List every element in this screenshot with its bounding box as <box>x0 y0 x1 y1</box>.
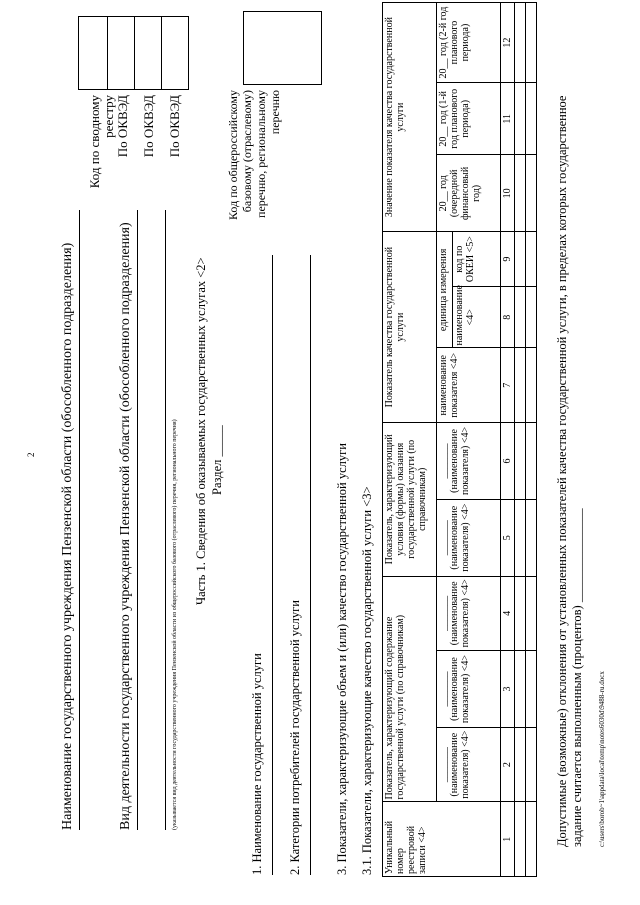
deviation-line-2: задание считается выполненным (процентов) _______________ <box>570 508 584 847</box>
service-name-label: 1. Наименование государственной услуги <box>250 653 264 875</box>
sub-year-1: 20__ год (очередной финансовый год) <box>437 155 501 232</box>
cell[interactable] <box>515 287 526 348</box>
registry-code-label: Код по сводному реестру <box>87 95 116 189</box>
file-path: c:\users\borob~1\appdata\local\temp\notes6030d\9488-ru.docx <box>598 671 606 847</box>
cell[interactable] <box>515 155 526 232</box>
cell[interactable] <box>526 576 537 651</box>
okved-label-2: По ОКВЭД <box>141 95 156 158</box>
activity-label: Вид деятельности государственного учреждения Пензенской области (обособленного подразделения) <box>118 222 133 830</box>
activity-line <box>137 210 138 830</box>
sub-content-name-3: _______ (наименование показателя) <4> <box>437 576 501 651</box>
consumer-categories-label: 2. Категории потребителей государственной услуги <box>288 600 302 875</box>
header-registry-number: Уникальный номер реестровой записи <4> <box>383 802 501 877</box>
okved-code-field-3[interactable] <box>162 17 189 90</box>
sub-year-2: 20__ год (1-й год планового периода) <box>437 83 501 155</box>
col-number-2: 2 <box>501 727 515 802</box>
okved-label-3: По ОКВЭД <box>167 95 182 158</box>
col-number-9: 9 <box>501 232 515 287</box>
activity-note: (указывается вид деятельности государственного учреждения Пензенской области из общероссийского базового (отраслевого) перечня, регионального перечня) <box>172 419 178 830</box>
cell[interactable] <box>526 423 537 500</box>
cell[interactable] <box>526 651 537 728</box>
consumer-categories-line <box>310 255 311 875</box>
header-content-indicator: Показатель, характеризующий содержание государственной услуги (по справочникам) <box>383 576 437 802</box>
service-name-line <box>272 255 273 875</box>
sub-content-name-1: _______ (наименование показателя) <4> <box>437 727 501 802</box>
basic-list-code-field[interactable] <box>244 12 322 85</box>
sub-unit: единица измерения <box>437 232 453 348</box>
col-number-8: 8 <box>501 287 515 348</box>
col-number-3: 3 <box>501 651 515 728</box>
table-row <box>526 3 537 877</box>
cell[interactable] <box>515 651 526 728</box>
indicators-label: 3. Показатели, характеризующие объем и (или) качество государственной услуги <box>335 443 349 875</box>
cell[interactable] <box>526 348 537 423</box>
codes-box <box>78 16 189 90</box>
table-row <box>515 3 526 877</box>
sub-indicator-name: наименование показателя <4> <box>437 348 501 423</box>
cell[interactable] <box>515 499 526 576</box>
cell[interactable] <box>526 802 537 877</box>
cell[interactable] <box>515 3 526 83</box>
col-number-10: 10 <box>501 155 515 232</box>
col-number-4: 4 <box>501 576 515 651</box>
part1-title: Часть 1. Сведения об оказываемых государственных услугах <2> <box>194 257 208 605</box>
cell[interactable] <box>526 3 537 83</box>
header-quality-indicator: Показатель качества государственной услуги <box>383 232 437 423</box>
okved-code-field-2[interactable] <box>135 17 162 90</box>
cell[interactable] <box>515 83 526 155</box>
deviation-line-1: Допустимые (возможные) отклонения от установленных показателей качества государственной услуги, в пределах которых государственное <box>555 95 569 847</box>
sub-year-3: 20__ год (2-й год планового периода) <box>437 3 501 83</box>
institution-name-label: Наименование государственного учреждения Пензенской области (обособленного подразделения) <box>60 242 75 830</box>
col-number-12: 12 <box>501 3 515 83</box>
cell[interactable] <box>526 287 537 348</box>
cell[interactable] <box>526 499 537 576</box>
okved-label-1: По ОКВЭД <box>115 95 130 158</box>
cell[interactable] <box>526 232 537 287</box>
col-number-1: 1 <box>501 802 515 877</box>
cell[interactable] <box>526 727 537 802</box>
cell[interactable] <box>515 727 526 802</box>
cell[interactable] <box>515 232 526 287</box>
col-number-6: 6 <box>501 423 515 500</box>
basic-list-code-box <box>243 11 322 85</box>
cell[interactable] <box>526 83 537 155</box>
col-number-7: 7 <box>501 348 515 423</box>
col-number-5: 5 <box>501 499 515 576</box>
cell[interactable] <box>526 155 537 232</box>
cell[interactable] <box>515 802 526 877</box>
section-label: Раздел _____ <box>210 425 224 495</box>
basic-list-code-label: Код по общероссийскому базовому (отраслевому) перечню, региональному перечню <box>226 90 282 220</box>
col-number-11: 11 <box>501 83 515 155</box>
cell[interactable] <box>515 348 526 423</box>
sub-okei-code: код по ОКЕИ <5> <box>453 232 501 287</box>
header-quality-value: Значение показателя качества государственной услуги <box>383 3 437 232</box>
cell[interactable] <box>515 576 526 651</box>
registry-code-field[interactable] <box>79 17 108 90</box>
institution-name-line <box>79 210 80 830</box>
quality-indicators-label: 3.1. Показатели, характеризующие качество государственной услуги <3> <box>360 486 374 875</box>
quality-table <box>382 2 537 877</box>
cell[interactable] <box>515 423 526 500</box>
activity-line-2 <box>165 210 166 830</box>
header-conditions-indicator: Показатель, характеризующий условия (формы) оказания государственной услуги (по справочникам) <box>383 423 437 577</box>
page-number: 2 <box>26 452 36 457</box>
sub-content-name-2: _______ (наименование показателя) <4> <box>437 651 501 728</box>
sub-conditions-name-1: _______ (наименование показателя) <4> <box>437 499 501 576</box>
sub-unit-name: наименование <4> <box>453 287 501 348</box>
sub-conditions-name-2: _______ (наименование показателя) <4> <box>437 423 501 500</box>
okved-code-field-1[interactable] <box>108 17 135 90</box>
